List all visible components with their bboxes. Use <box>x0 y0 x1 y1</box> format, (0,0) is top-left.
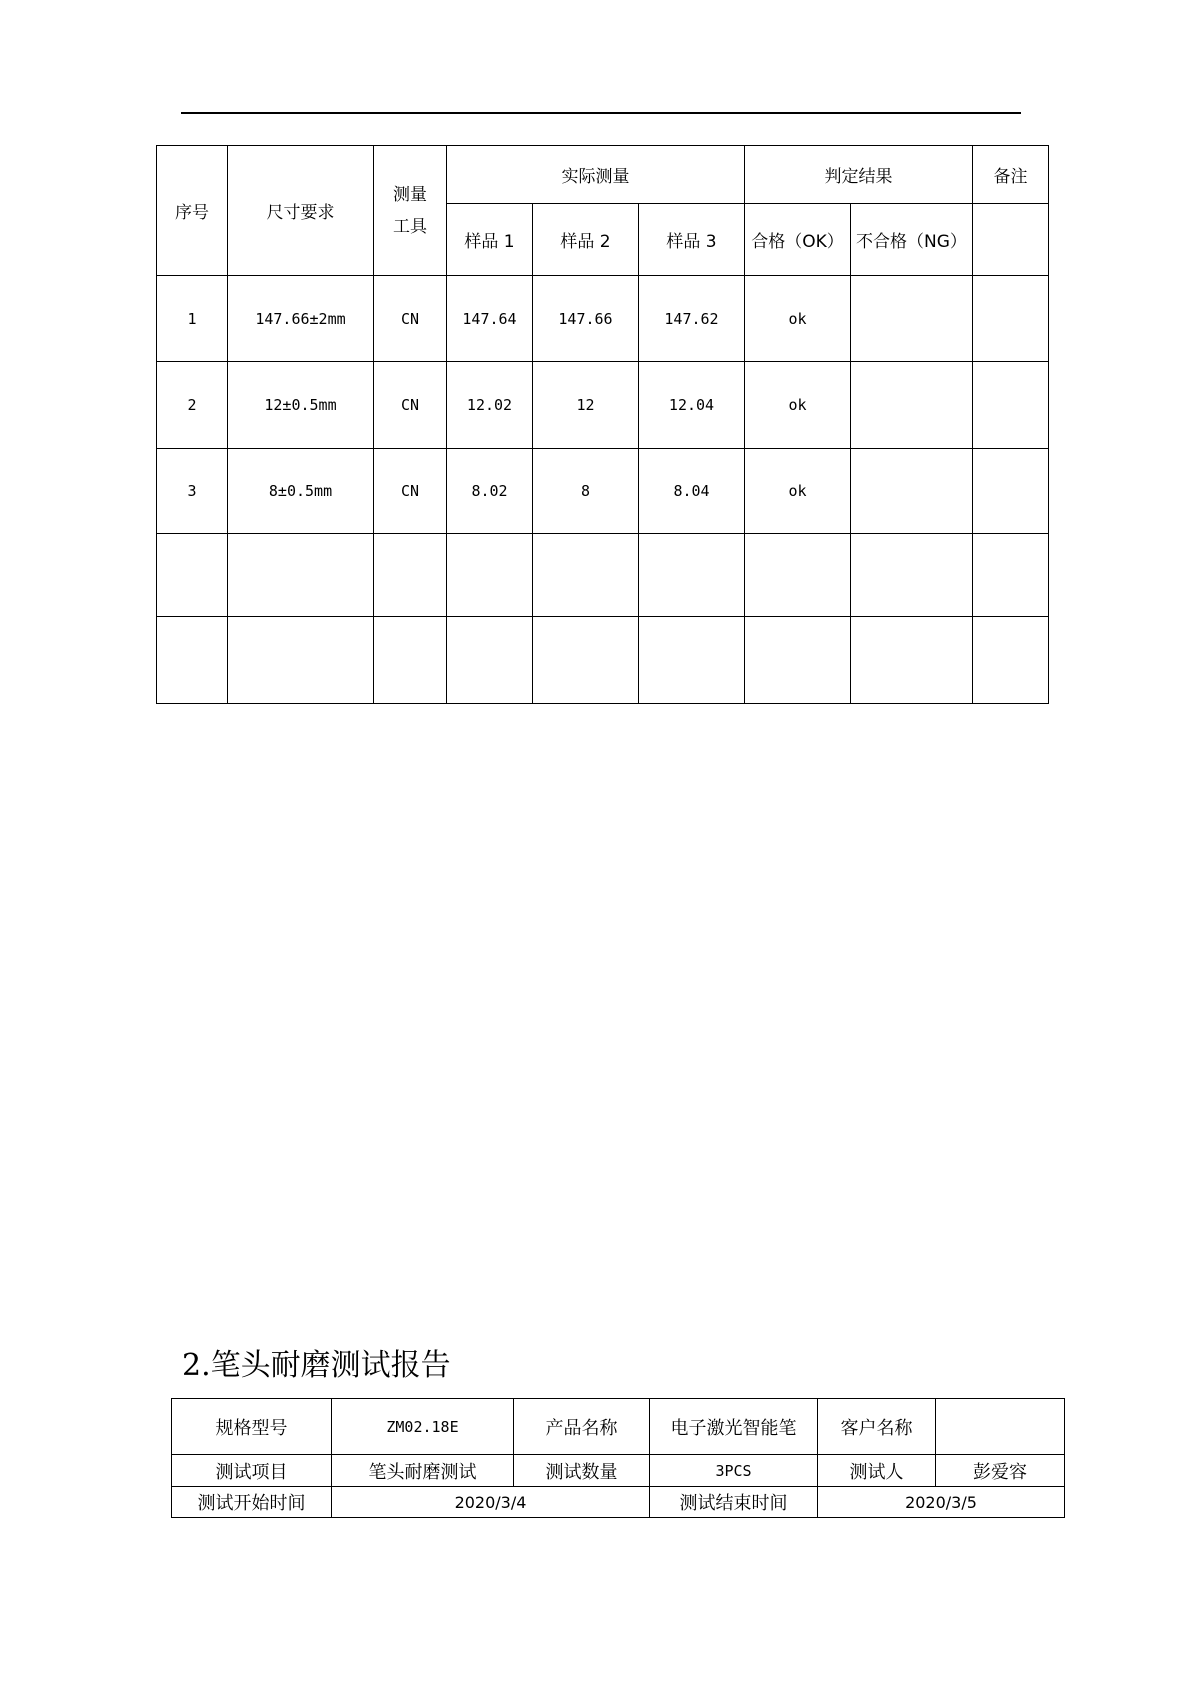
cell-sample-3 <box>639 534 745 617</box>
header-remark: 备注 <box>973 146 1049 204</box>
cell-sample-1: 147.64 <box>447 276 533 362</box>
customer-value <box>936 1399 1065 1455</box>
header-sample-3: 样品 3 <box>639 204 745 276</box>
cell-ng <box>851 276 973 362</box>
cell-sample-2: 12 <box>533 362 639 449</box>
cell-seq: 1 <box>157 276 228 362</box>
cell-ng <box>851 534 973 617</box>
cell-remark <box>973 276 1049 362</box>
cell-ok <box>745 534 851 617</box>
cell-seq: 3 <box>157 449 228 534</box>
header-judgement: 判定结果 <box>745 146 973 204</box>
table-row <box>157 449 1049 534</box>
table-row <box>157 617 1049 704</box>
cell-seq <box>157 534 228 617</box>
table-row <box>157 534 1049 617</box>
cell-sample-1: 12.02 <box>447 362 533 449</box>
cell-ng <box>851 362 973 449</box>
cell-remark <box>973 362 1049 449</box>
qty-label: 测试数量 <box>514 1455 650 1487</box>
header-sample-2: 样品 2 <box>533 204 639 276</box>
end-time-label: 测试结束时间 <box>650 1487 818 1518</box>
cell-sample-1 <box>447 534 533 617</box>
item-value: 笔头耐磨测试 <box>332 1455 514 1487</box>
product-value: 电子激光智能笔 <box>650 1399 818 1455</box>
cell-size: 147.66±2mm <box>228 276 374 362</box>
cell-tool: CN <box>374 276 447 362</box>
table-row <box>157 362 1049 449</box>
section-title: 2.笔头耐磨测试报告 <box>182 1348 451 1383</box>
cell-ng <box>851 449 973 534</box>
cell-sample-3: 147.62 <box>639 276 745 362</box>
cell-ok: ok <box>745 449 851 534</box>
test-info-table <box>171 1398 1065 1518</box>
cell-size: 12±0.5mm <box>228 362 374 449</box>
cell-remark <box>973 449 1049 534</box>
cell-tool: CN <box>374 449 447 534</box>
cell-sample-3 <box>639 617 745 704</box>
header-remark-blank <box>973 204 1049 276</box>
header-size-requirement: 尺寸要求 <box>228 146 374 276</box>
cell-ng <box>851 617 973 704</box>
cell-remark <box>973 617 1049 704</box>
cell-sample-2 <box>533 534 639 617</box>
cell-tool: CN <box>374 362 447 449</box>
cell-seq <box>157 617 228 704</box>
customer-label: 客户名称 <box>818 1399 936 1455</box>
spec-label: 规格型号 <box>172 1399 332 1455</box>
cell-sample-2: 147.66 <box>533 276 639 362</box>
header-rule <box>181 112 1021 114</box>
start-time-value: 2020/3/4 <box>332 1487 650 1518</box>
measurement-table <box>156 145 1049 704</box>
tester-label: 测试人 <box>818 1455 936 1487</box>
cell-sample-2 <box>533 617 639 704</box>
cell-tool <box>374 534 447 617</box>
cell-sample-3: 8.04 <box>639 449 745 534</box>
tester-value: 彭爱容 <box>936 1455 1065 1487</box>
header-measuring-tool <box>374 146 447 276</box>
cell-sample-1: 8.02 <box>447 449 533 534</box>
product-label: 产品名称 <box>514 1399 650 1455</box>
cell-ok <box>745 617 851 704</box>
spec-value: ZM02.18E <box>332 1399 514 1455</box>
end-time-value: 2020/3/5 <box>818 1487 1065 1518</box>
qty-value: 3PCS <box>650 1455 818 1487</box>
cell-ok: ok <box>745 276 851 362</box>
header-seq: 序号 <box>157 146 228 276</box>
cell-size <box>228 617 374 704</box>
start-time-label: 测试开始时间 <box>172 1487 332 1518</box>
cell-tool <box>374 617 447 704</box>
cell-remark <box>973 534 1049 617</box>
table-row <box>157 276 1049 362</box>
header-ok: 合格（OK） <box>745 204 851 276</box>
cell-ok: ok <box>745 362 851 449</box>
cell-sample-3: 12.04 <box>639 362 745 449</box>
cell-size: 8±0.5mm <box>228 449 374 534</box>
cell-seq: 2 <box>157 362 228 449</box>
item-label: 测试项目 <box>172 1455 332 1487</box>
cell-size <box>228 534 374 617</box>
cell-sample-1 <box>447 617 533 704</box>
header-actual-measurement: 实际测量 <box>447 146 745 204</box>
cell-sample-2: 8 <box>533 449 639 534</box>
header-ng: 不合格（NG） <box>851 204 973 276</box>
header-measuring-tool-text: 测量工具 <box>393 184 427 237</box>
header-sample-1: 样品 1 <box>447 204 533 276</box>
